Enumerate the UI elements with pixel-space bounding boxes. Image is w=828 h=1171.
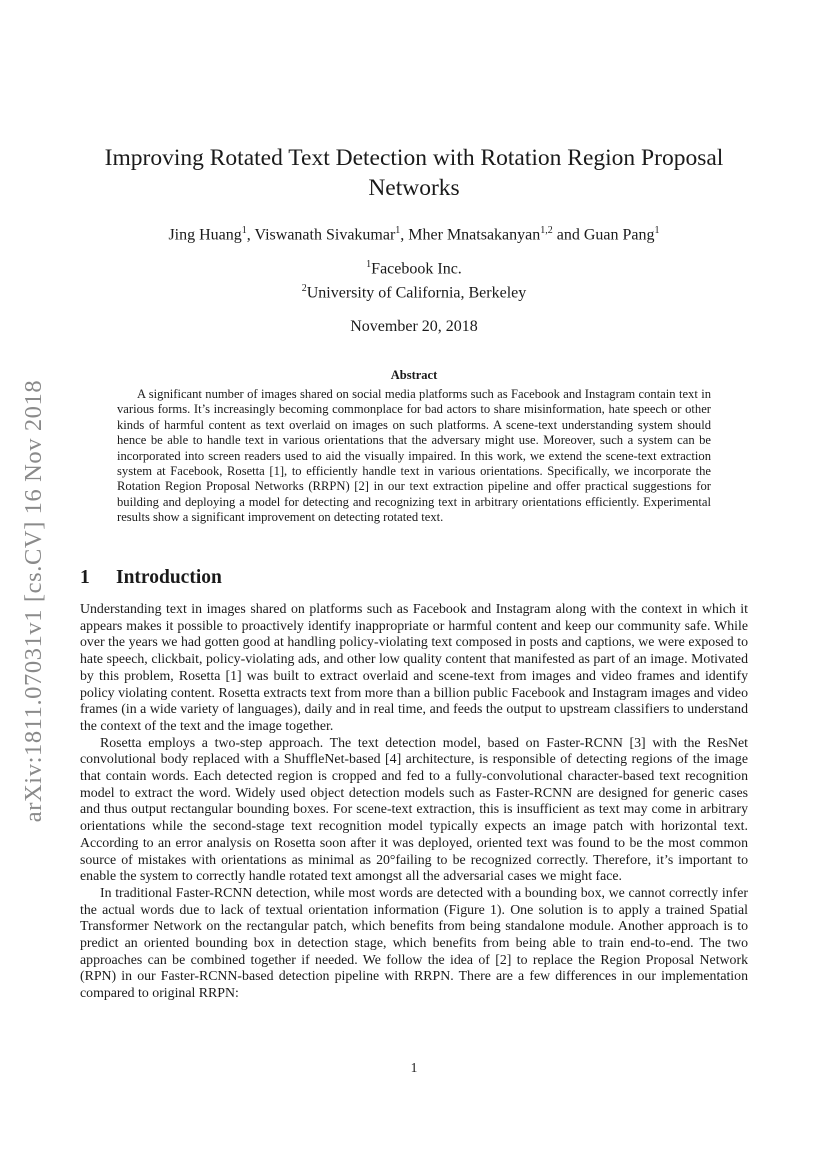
author-list <box>80 220 748 246</box>
page-number: 1 <box>410 1060 418 1075</box>
paragraph: Understanding text in images shared on platforms such as Facebook and Instagram along with the context in which it appears makes it possible to proactively identify inappropriate or harmful content and keep our community safe. While over the years we had gotten good at handling policy-violating text composed in posts and captions, we were exposed to hate speech, clickbait, policy-violating ads, and other low quality content that manifested as part of an image. Motivated by this problem, Rosetta [1] was built to extract overlaid and scene-text from images and video frames and identify policy violating content. Rosetta extracts text from more than a billion public Facebook and Instagram images and video frames (in a wide variety of languages), daily and in real time, and feeds the output to upstream classifiers to understand the context of the text and the image together. <box>80 601 748 733</box>
paragraph: In traditional Faster-RCNN detection, while most words are detected with a bounding box, we cannot correctly infer the actual words due to lack of textual orientation information (Figure 1). One solution is to apply a trained Spatial Transformer Network on the rectangular patch, which benefits from being standalone module. Another approach is to predict an oriented bounding box in detection stage, which benefits from being able to train end-to-end. The two approaches can be combined together if needed. We follow the idea of [2] to replace the Region Proposal Network (RPN) in our Faster-RCNN-based detection pipeline with RRPN. There are a few differences in our implementation compared to original RRPN: <box>80 884 748 1001</box>
author-affiliation-mark: 1 <box>654 225 660 236</box>
paper-title: Improving Rotated Text Detection with Rotation Region Proposal Networks <box>104 145 724 201</box>
affiliation-name: Facebook Inc. <box>371 260 462 278</box>
body-text <box>80 601 748 1002</box>
author-affiliation-mark: 1 <box>241 225 247 236</box>
affiliation-mark: 1 <box>366 259 372 270</box>
affiliation-line <box>80 255 748 279</box>
author-name: Guan Pang <box>583 226 655 244</box>
arxiv-identifier-text: arXiv:1811.07031v1 [cs.CV] 16 Nov 2018 <box>20 379 47 823</box>
author-name: Mher Mnatsakanyan <box>408 226 541 244</box>
author-separator: , <box>400 226 409 244</box>
author-name: Jing Huang <box>168 226 242 244</box>
affiliation-line <box>80 279 748 303</box>
author-affiliation-mark: 1 <box>395 225 401 236</box>
author-separator: , <box>246 226 255 244</box>
publication-date: November 20, 2018 <box>350 318 478 335</box>
section-title: Introduction <box>116 567 222 588</box>
section-number: 1 <box>80 567 90 588</box>
author-conjunction: and <box>552 226 584 244</box>
abstract-heading: Abstract <box>390 368 438 382</box>
author-name: Viswanath Sivakumar <box>254 226 396 244</box>
affiliation-mark: 2 <box>301 283 307 295</box>
arxiv-identifier-stamp <box>14 356 54 846</box>
author-affiliation-mark: 1,2 <box>540 225 553 236</box>
section-heading <box>80 566 222 590</box>
paragraph: Rosetta employs a two-step approach. The text detection model, based on Faster-RCNN [3] with the ResNet convolutional body replaced with a ShuffleNet-based [4] architecture, is responsible of detecting regions of the image that contain words. Each detected region is cropped and fed to a fully-convolutional character-based text recognition model to extract the word. Widely used object detection models such as Faster-RCNN are designed for generic cases and thus output rectangular bounding boxes. For scene-text extraction, this is insufficient as text may come in arbitrary orientations while the second-stage text recognition model typically expects an image patch with horizontal text. According to an error analysis on Rosetta soon after it was deployed, oriented text was found to be the most common source of mistakes with orientations as minimal as 20°failing to be recognized correctly. Therefore, it’s important to enable the system to correctly handle rotated text amongst all the adversarial cases we might face. <box>80 734 748 884</box>
affiliation-name: University of California, Berkeley <box>306 284 527 302</box>
abstract-text: A significant number of images shared on social media platforms such as Facebook and Instagram contain text in various forms. It’s increasingly becoming commonplace for bad actors to share misinformation, hate speech or other kinds of harmful content as text overlaid on images on such platforms. A scene-text understanding system should hence be able to handle text in various orientations that the adversary might use. Moreover, such a system can be incorporated into screen readers used to aid the visually impaired. In this work, we extend the scene-text extraction system at Facebook, Rosetta [1], to efficiently handle text in various orientations. Specifically, we incorporate the Rotation Region Proposal Networks (RRPN) [2] in our text extraction pipeline and offer practical suggestions for building and deploying a model for detecting and recognizing text in arbitrary orientations efficiently. Experimental results show a significant improvement on detecting rotated text. <box>117 387 711 525</box>
affiliations <box>80 255 748 304</box>
